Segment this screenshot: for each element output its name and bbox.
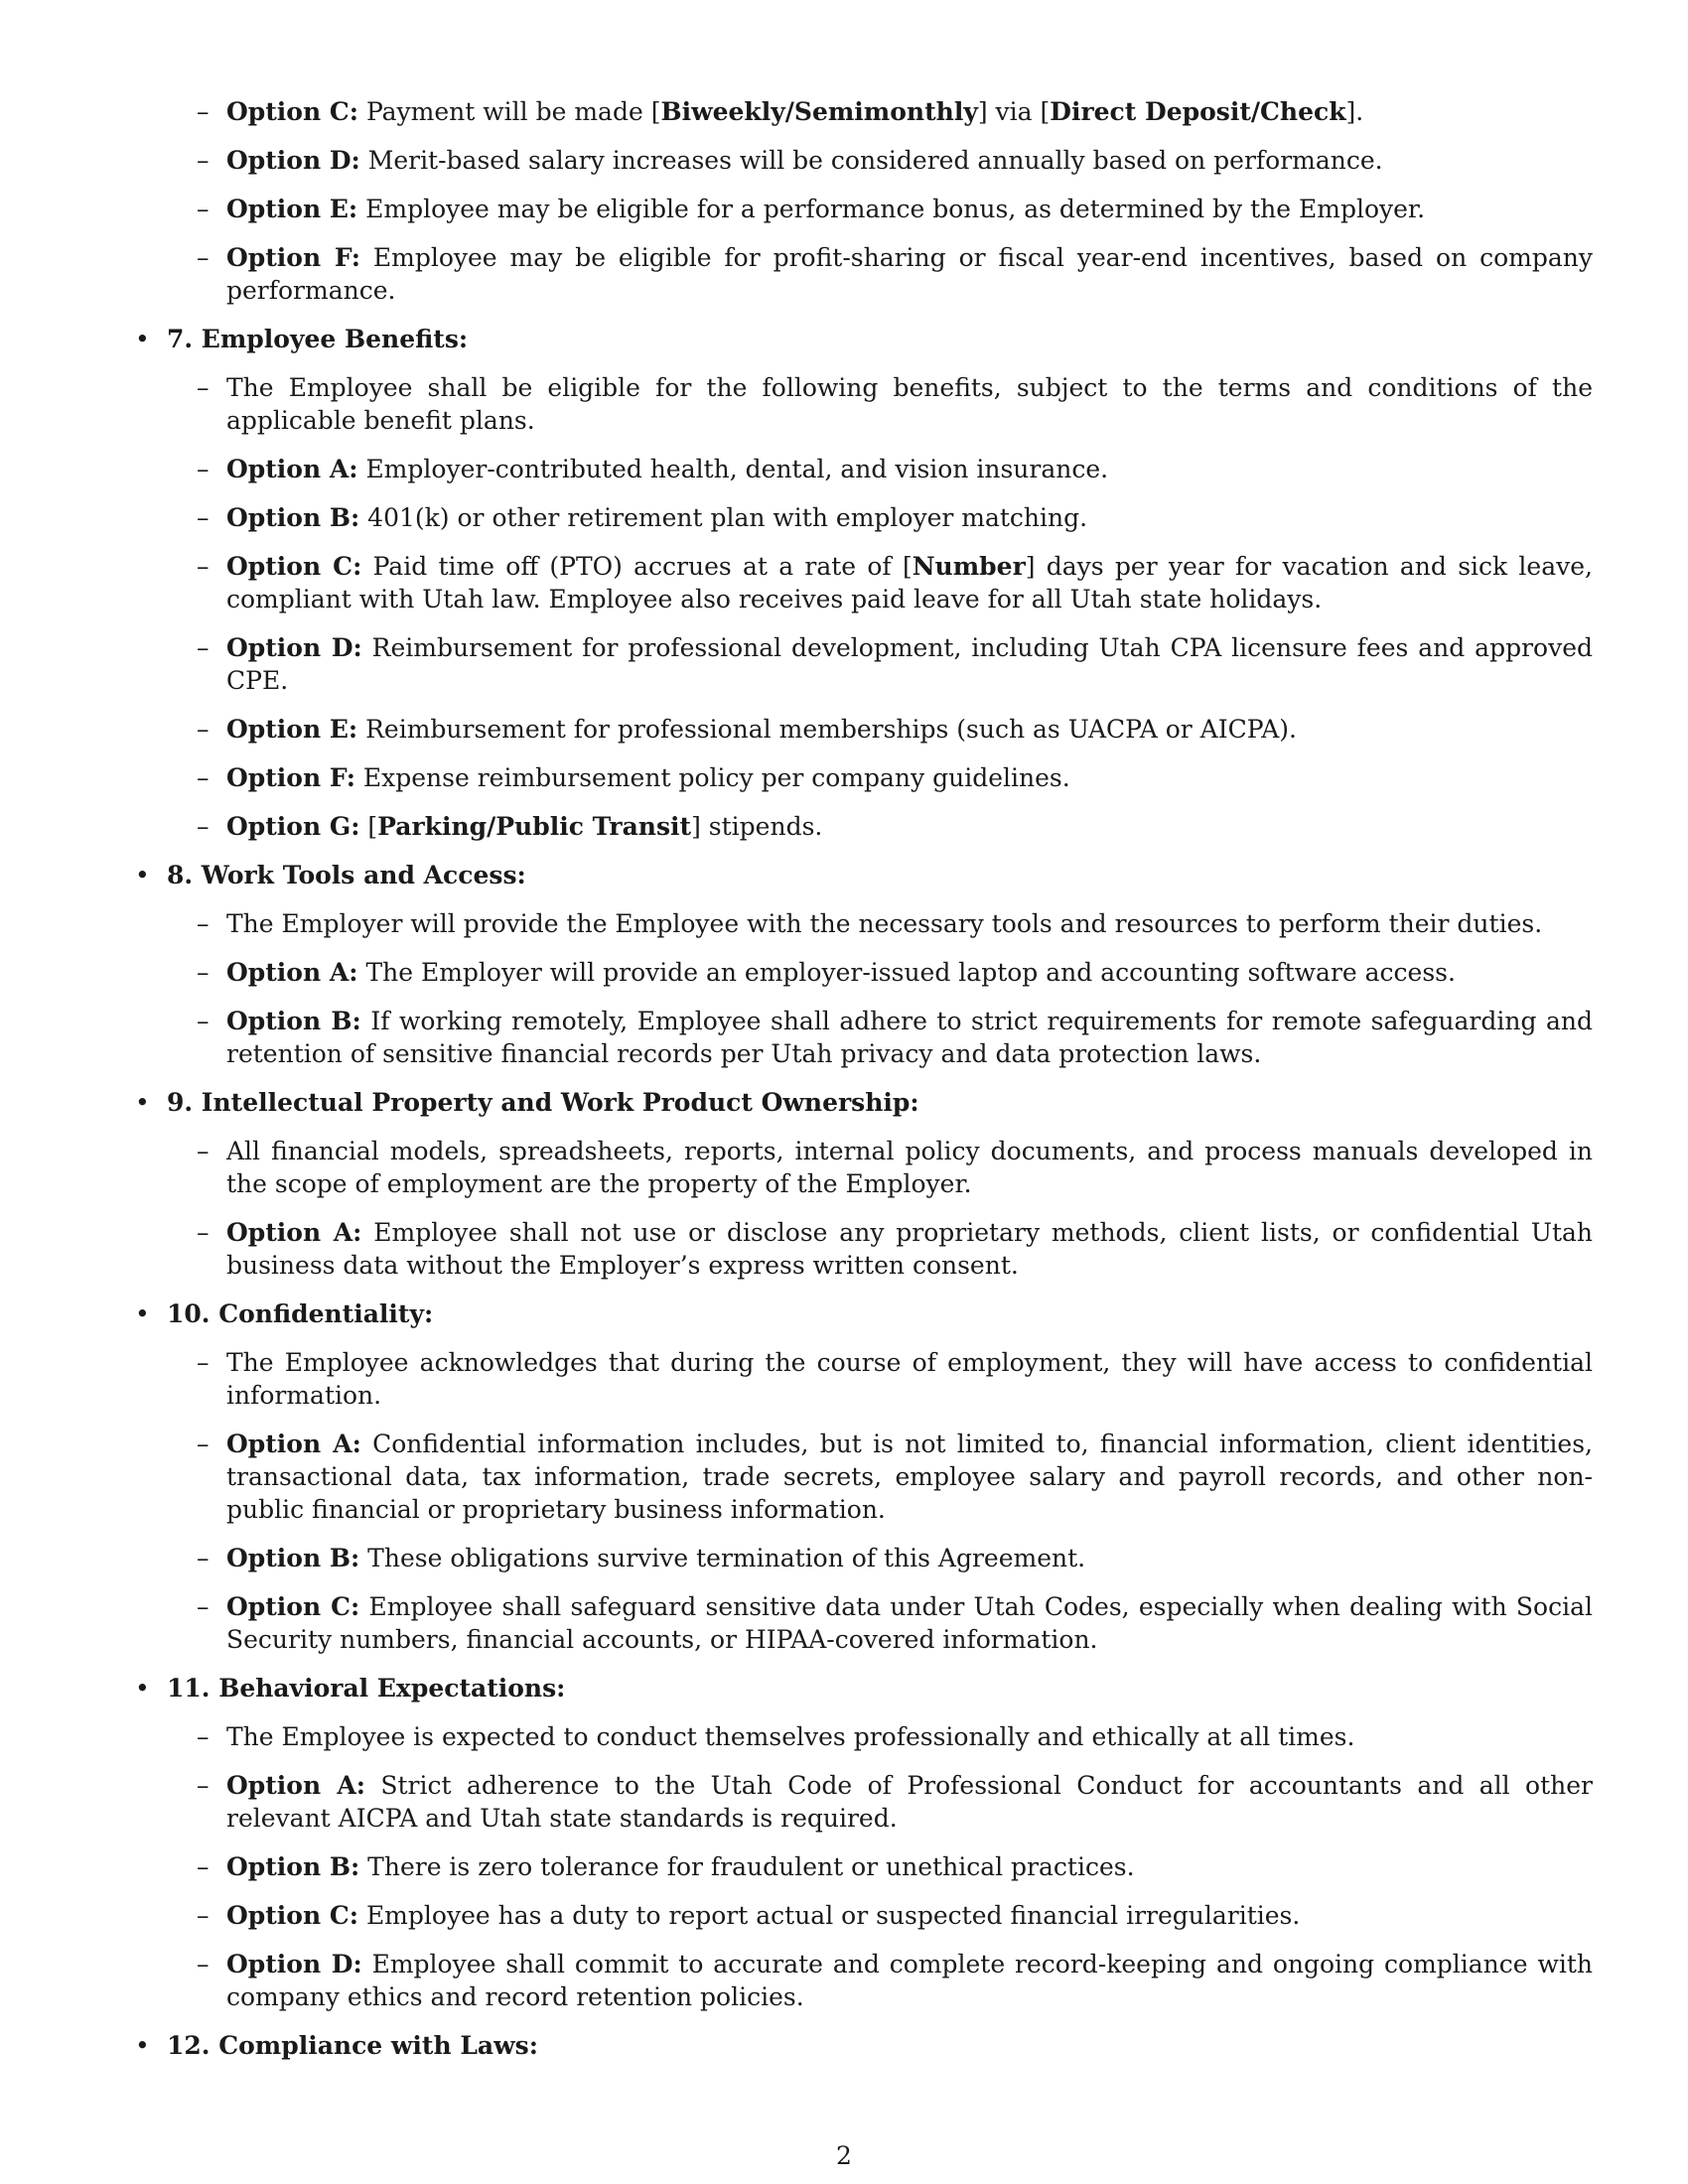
clause-text: The Employee acknowledges that during the course of employment, they will have access to confidential information. <box>226 1348 1593 1410</box>
dash-marker: – <box>197 195 210 223</box>
option-label: Option B: <box>226 1852 360 1881</box>
dash-marker: – <box>197 373 210 402</box>
dash-marker: – <box>197 1592 210 1621</box>
placeholder-text: Number <box>912 552 1026 581</box>
bullet-marker: • <box>135 1674 150 1703</box>
option-label: Option B: <box>226 1007 361 1035</box>
option-label: Option C: <box>226 552 362 581</box>
clause-text: Expense reimbursement policy per company guidelines. <box>362 763 1070 792</box>
option-label: Option A: <box>226 455 358 483</box>
placeholder-text: Parking/Public Transit <box>377 812 692 841</box>
option-item <box>167 1005 1593 1070</box>
clause-text: If working remotely, Employee shall adhere to strict requirements for remote safeguarding and retention of sensitive financial records per Utah privacy and data protection laws. <box>226 1007 1594 1068</box>
dash-marker: – <box>197 243 210 272</box>
section-title: 11. Behavioral Expectations: <box>167 1674 566 1703</box>
option-item <box>167 453 1593 485</box>
clause-text: The Employee is expected to conduct themselves professionally and ethically at all times. <box>226 1722 1355 1751</box>
option-label: Option A: <box>226 1771 365 1800</box>
document-body <box>131 95 1593 2078</box>
clause-item <box>167 1720 1593 1753</box>
section-title: 9. Intellectual Property and Work Product Ownership: <box>167 1088 919 1117</box>
section <box>131 2029 1593 2062</box>
option-item <box>167 1590 1593 1656</box>
option-item <box>167 631 1593 697</box>
option-label: Option D: <box>226 1950 362 1979</box>
option-item <box>167 144 1593 177</box>
clause-item <box>167 1135 1593 1200</box>
option-label: Option C: <box>226 97 358 126</box>
clause-text: Employee has a duty to report actual or suspected financial irregularities. <box>365 1901 1301 1930</box>
option-item <box>167 95 1593 128</box>
clause-item <box>167 371 1593 437</box>
option-item <box>167 1850 1593 1883</box>
clause-text: 401(k) or other retirement plan with employer matching. <box>367 503 1088 532</box>
option-label: Option G: <box>226 812 360 841</box>
section-items <box>167 1346 1593 1656</box>
dash-marker: – <box>197 1137 210 1165</box>
option-item <box>167 1216 1593 1282</box>
continued-section <box>131 95 1593 307</box>
clause-text: Employer-contributed health, dental, and vision insurance. <box>365 455 1109 483</box>
option-label: Option E: <box>226 715 358 744</box>
clause-text: ] stipends. <box>691 812 823 841</box>
clause-text: Payment will be made [ <box>365 97 661 126</box>
section <box>131 1086 1593 1282</box>
option-label: Option B: <box>226 503 360 532</box>
clause-text: There is zero tolerance for fraudulent or unethical practices. <box>367 1852 1135 1881</box>
dash-marker: – <box>197 552 210 581</box>
dash-marker: – <box>197 455 210 483</box>
clause-text: Employee shall safeguard sensitive data under Utah Codes, especially when dealing with Social Security numbers, financial accounts, or HIPAA-covered information. <box>226 1592 1594 1654</box>
clause-text: Reimbursement for professional development, including Utah CPA licensure fees and approved CPE. <box>226 633 1593 695</box>
dash-marker: – <box>197 503 210 532</box>
option-item <box>167 1899 1593 1932</box>
clause-text: ] via [ <box>977 97 1051 126</box>
option-item <box>167 713 1593 746</box>
option-label: Option C: <box>226 1592 360 1621</box>
clause-text: These obligations survive termination of this Agreement. <box>367 1544 1086 1572</box>
clause-text: Strict adherence to the Utah Code of Professional Conduct for accountants and all other relevant AICPA and Utah state standards is required. <box>226 1771 1593 1833</box>
dash-marker: – <box>197 1901 210 1930</box>
section <box>131 859 1593 1070</box>
option-label: Option E: <box>226 195 358 223</box>
dash-marker: – <box>197 1852 210 1881</box>
clause-item <box>167 907 1593 940</box>
clause-text: Employee may be eligible for profit-sharing or fiscal year-end incentives, based on company performance. <box>226 243 1593 305</box>
option-label: Option A: <box>226 1430 361 1458</box>
clause-text: Employee shall not use or disclose any proprietary methods, client lists, or confidential Utah business data without the Employer’s express written consent. <box>226 1218 1594 1280</box>
bullet-marker: • <box>135 325 150 353</box>
dash-marker: – <box>197 1771 210 1800</box>
placeholder-text: Biweekly/Semimonthly <box>660 97 978 126</box>
section-title: 8. Work Tools and Access: <box>167 861 526 889</box>
clause-text: ] days per year for vacation and sick leave, compliant with Utah law. Employee also receives paid leave for all Utah state holidays. <box>226 552 1593 614</box>
clause-text: Employee may be eligible for a performance bonus, as determined by the Employer. <box>365 195 1426 223</box>
clause-text: ]. <box>1345 97 1364 126</box>
dash-marker: – <box>197 1722 210 1751</box>
dash-marker: – <box>197 1007 210 1035</box>
clause-text: All financial models, spreadsheets, reports, internal policy documents, and process manuals developed in the scope of employment are the property of the Employer. <box>226 1137 1593 1198</box>
option-item <box>167 956 1593 989</box>
option-item <box>167 241 1593 307</box>
section-title: 12. Compliance with Laws: <box>167 2031 538 2060</box>
option-label: Option F: <box>226 763 355 792</box>
option-label: Option C: <box>226 1901 358 1930</box>
clause-text: Confidential information includes, but is not limited to, financial information, client identities, transactional data, tax information, trade secrets, employee salary and payroll records, and other non-public financial or proprietary business information. <box>226 1430 1594 1524</box>
bullet-marker: • <box>135 2031 150 2060</box>
clause-text: The Employee shall be eligible for the following benefits, subject to the terms and conditions of the applicable benefit plans. <box>226 373 1593 435</box>
lead-items-list <box>167 95 1593 307</box>
dash-marker: – <box>197 633 210 662</box>
option-item <box>167 501 1593 534</box>
dash-marker: – <box>197 1218 210 1247</box>
option-label: Option D: <box>226 633 362 662</box>
dash-marker: – <box>197 763 210 792</box>
section-items <box>167 371 1593 843</box>
bullet-marker: • <box>135 1088 150 1117</box>
sections-list <box>131 323 1593 2062</box>
dash-marker: – <box>197 958 210 987</box>
section-title: 10. Confidentiality: <box>167 1299 434 1328</box>
option-item <box>167 1769 1593 1835</box>
clause-text: Merit-based salary increases will be considered annually based on performance. <box>367 146 1383 175</box>
option-label: Option A: <box>226 1218 362 1247</box>
bullet-marker: • <box>135 1299 150 1328</box>
dash-marker: – <box>197 715 210 744</box>
option-label: Option F: <box>226 243 360 272</box>
option-item <box>167 1542 1593 1574</box>
dash-marker: – <box>197 1544 210 1572</box>
option-item <box>167 810 1593 843</box>
clause-text: The Employer will provide the Employee with the necessary tools and resources to perform their duties. <box>226 909 1543 938</box>
section <box>131 1297 1593 1656</box>
clause-text: Employee shall commit to accurate and complete record-keeping and ongoing compliance with company ethics and record retention policies. <box>226 1950 1593 2011</box>
option-label: Option D: <box>226 146 360 175</box>
dash-marker: – <box>197 1348 210 1377</box>
clause-text: Reimbursement for professional memberships (such as UACPA or AICPA). <box>365 715 1297 744</box>
option-item <box>167 1428 1593 1526</box>
dash-marker: – <box>197 1950 210 1979</box>
clause-text: Paid time off (PTO) accrues at a rate of [ <box>372 552 913 581</box>
section <box>131 323 1593 843</box>
dash-marker: – <box>197 1430 210 1458</box>
option-item <box>167 761 1593 794</box>
option-item <box>167 550 1593 615</box>
dash-marker: – <box>197 812 210 841</box>
placeholder-text: Direct Deposit/Check <box>1050 97 1346 126</box>
dash-marker: – <box>197 97 210 126</box>
dash-marker: – <box>197 909 210 938</box>
clause-text: [ <box>367 812 378 841</box>
option-label: Option B: <box>226 1544 360 1572</box>
dash-marker: – <box>197 146 210 175</box>
section-title: 7. Employee Benefits: <box>167 325 469 353</box>
section-items <box>167 907 1593 1070</box>
section <box>131 1672 1593 2013</box>
bullet-marker: • <box>135 861 150 889</box>
page-number: 2 <box>836 2141 852 2170</box>
option-label: Option A: <box>226 958 358 987</box>
section-items <box>167 1135 1593 1282</box>
section-items <box>167 1720 1593 2013</box>
clause-text: The Employer will provide an employer-issued laptop and accounting software access. <box>365 958 1456 987</box>
option-item <box>167 1948 1593 2013</box>
option-item <box>167 193 1593 225</box>
clause-item <box>167 1346 1593 1412</box>
